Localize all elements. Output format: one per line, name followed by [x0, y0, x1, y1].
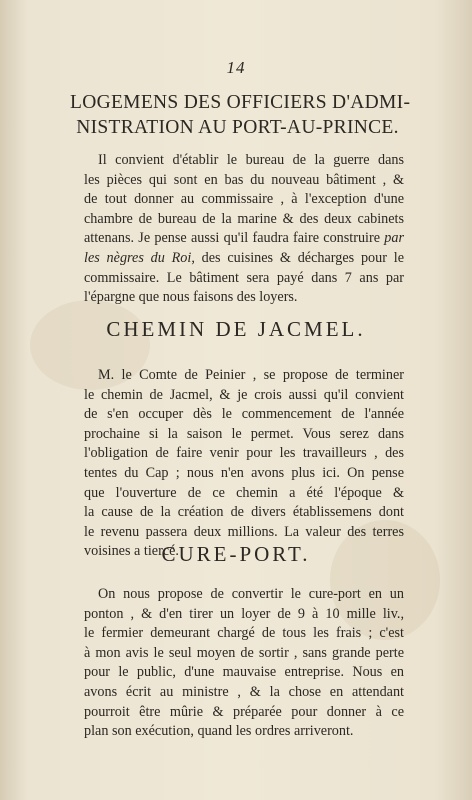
section-title-logemens: [70, 90, 411, 140]
paragraph-cure-port: [84, 585, 404, 742]
text-line: l'épargne que nous faisons des loyers.: [84, 289, 298, 306]
text-line: que l'ouverture de ce chemin a été l'époque &: [84, 484, 404, 501]
italic-text: les nègres du Roi: [84, 249, 192, 266]
page-number: 14: [226, 58, 246, 77]
text-line: de s'en occuper dès le commencement de l'année: [84, 406, 404, 423]
text-line: prochaine si la saison le permet. Vous serez dans: [84, 425, 404, 442]
text-line: pour le public, d'une mauvaise entreprise. Nous en: [84, 664, 404, 681]
text-line: M. le Comte de Peinier , se propose de terminer: [98, 367, 404, 383]
title-line: LOGEMENS DES OFFICIERS D'ADMI-: [70, 92, 411, 113]
paragraph-chemin: [84, 366, 404, 562]
text-line: pourroit être mûrie & préparée pour donner à ce: [84, 703, 404, 720]
text-line: attenans. Je pense aussi qu'il faudra faire construire par: [84, 230, 404, 247]
text-line: Il convient d'établir le bureau de la guerre dans: [98, 152, 404, 168]
text-line: de tout donner au commissaire , à l'exception d'une: [84, 191, 404, 208]
text-line: avons écrit au ministre , & la chose en attendant: [84, 683, 404, 700]
text-line: les pièces qui sont en bas du nouveau bâtiment , &: [84, 171, 404, 188]
section-title-chemin: CHEMIN DE JACMEL.: [106, 317, 366, 341]
paragraph-logemens: [84, 151, 404, 308]
title-line: NISTRATION AU PORT-AU-PRINCE.: [76, 117, 399, 138]
text-line: à mon avis le seul moyen de sortir , sans grande perte: [84, 644, 404, 661]
text-line: la cause de la création de divers établissemens dont: [84, 504, 404, 521]
text-line: ponton , & d'en tirer un loyer de 9 à 10 mille liv.,: [84, 605, 404, 622]
text-line: le fermier demeurant chargé de tous les frais ; c'est: [84, 625, 404, 642]
text-line: commissaire. Le bâtiment sera payé dans 7 ans par: [84, 269, 404, 286]
text-line: le chemin de Jacmel, & je crois aussi qu'il convient: [84, 386, 404, 403]
section-title-cure-port: CURE-PORT.: [161, 542, 311, 566]
text-line: chambre de bureau de la marine & des deux cabinets: [84, 210, 404, 227]
text-line: plan son exécution, quand les ordres arriveront.: [84, 723, 354, 740]
text-line: tentes du Cap ; nous n'en avons plus ici. On pense: [84, 464, 404, 481]
text-line: le revenu passera deux millions. La valeur des terres: [84, 523, 404, 540]
text-line: les nègres du Roi, des cuisines & décharges pour le: [84, 249, 404, 266]
text-line: On nous propose de convertir le cure-port en un: [98, 586, 404, 602]
text-line: voisines a tiercé.: [84, 543, 179, 560]
text-line: l'obligation de faire venir pour les travailleurs , des: [84, 445, 404, 462]
italic-text: par: [384, 230, 404, 247]
